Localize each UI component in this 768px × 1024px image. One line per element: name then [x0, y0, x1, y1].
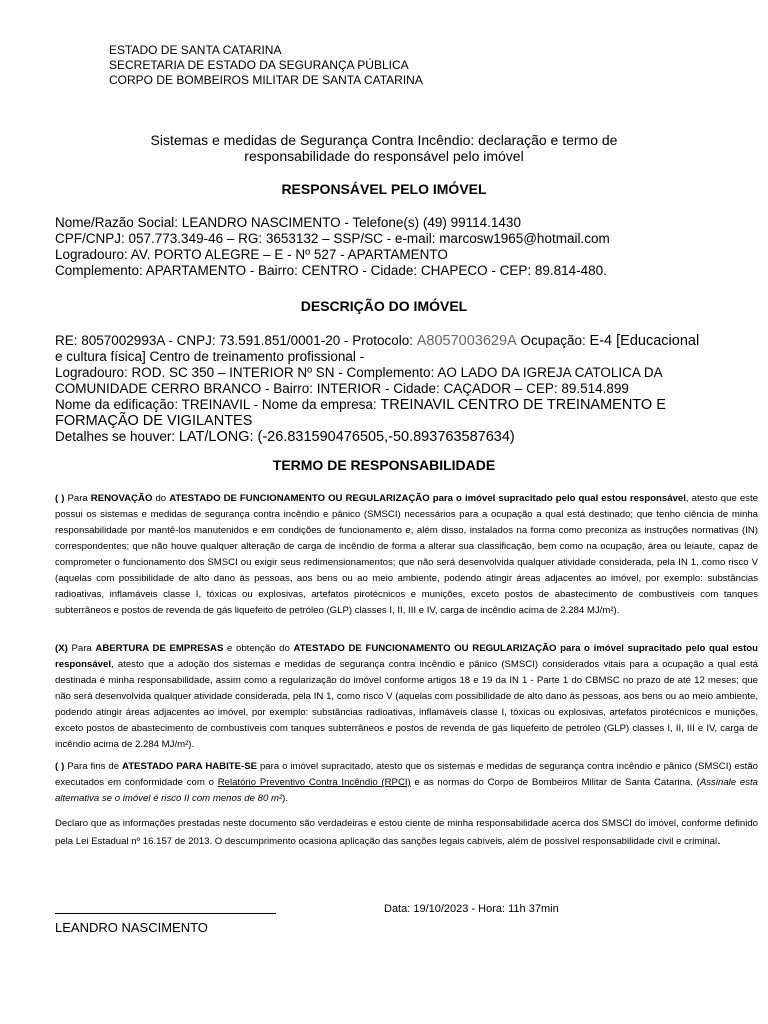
text: , atesto que este possui os sistemas e medidas de segurança contra incêndio e pânico (SMSCI) necessários para a ocupação a qual está destinado; que tenho ciência de minha responsabilidade por mantê-los manutenidos e em condições de funcionamento e, além disso, instalados na forma como preconiza as instruções normativas (IN) correspondentes; que não houve qualquer alteração de carga de incêndio de forma a alterar sua classificação, bem como na ocupação, área ou leiaute, capaz de comprometer o funcionamento dos SMSCI ou exigir seus redimensionamentos; que não será desenvolvida qualquer atividade considerada, pela IN 1, como risco V (aquelas com possibilidade de alto dano às pessoas, aos bens ou ao meio ambiente, podendo atingir áreas adjacentes ao imóvel, por exemplo: substâncias radioativas, inflamáveis classe I, tóxicas ou explosivas, artefatos pirotécnicos e munições, exceto postos de abastecimento de combustíveis com tanques subterrâneos e postos de revenda de gás liquefeito de petróleo (GLP) classes I, II, III e IV, carga de incêndio acima de 2.284 MJ/m²). — [55, 493, 758, 616]
rpci-reference: Relatório Preventivo Contra Incêndio (RPCI) — [217, 777, 411, 788]
letterhead-fire-department: CORPO DE BOMBEIROS MILITAR DE SANTA CATARINA — [109, 73, 423, 87]
occupation-label: Ocupação: — [516, 333, 590, 348]
descricao-line-3: Logradouro: ROD. SC 350 – INTERIOR Nº SN - Complemento: AO LADO DA IGREJA CATOLICA DA — [55, 365, 663, 380]
text: Para — [64, 493, 91, 504]
text: . — [717, 832, 721, 847]
document-title — [0, 132, 768, 164]
letterhead-state: ESTADO DE SANTA CATARINA — [109, 43, 282, 57]
responsavel-heading: RESPONSÁVEL PELO IMÓVEL — [281, 181, 487, 197]
letterhead — [109, 43, 423, 88]
text: para o imóvel supracitado, atesto que os sistemas e medidas de segurança contra incêndio e pânico (SMSCI) estão executados em conformidade com o — [55, 761, 758, 788]
descricao-heading: DESCRIÇÃO DO IMÓVEL — [300, 298, 468, 314]
signature-date: Data: 19/10/2023 - Hora: 11h 37min — [384, 903, 559, 915]
letterhead-secretariat: SECRETARIA DE ESTADO DA SEGURANÇA PÚBLICA — [109, 58, 409, 72]
responsavel-id-line: CPF/CNPJ: 057.773.349-46 – RG: 3653132 – SSP/SC - e-mail: marcosw1965@hotmail.com — [55, 231, 610, 246]
details-label: Detalhes se houver: — [55, 429, 179, 444]
text: , atesto que a adoção dos sistemas e medidas de segurança contra incêndio e pânico (SMSCI) considerados vitais para a ocupação a qual está destinada é minha responsabilidade, assim como a regularização do imóvel conforme artigos 18 e 19 da IN 1 - Parte 1 do CBMSC no prazo de até 12 meses; que não será desenvolvida qualquer atividade considerada, pela IN 1, como risco V (aquelas com possibilidade de alto dano às pessoas, aos bens ou ao meio ambiente, podendo atingir áreas adjacentes ao imóvel, por exemplo: substâncias radioativas, inflamáveis classe I, tóxicas ou explosivas, artefatos pirotécnicos e munições, exceto postos de abastecimento de combustíveis com tanques subterrâneos e postos de revenda de gás liquefeito de petróleo (GLP) classes I, II, III e IV, carga de incêndio acima de 2.284 MJ/m²). — [55, 659, 758, 750]
abertura-checkbox: (X) — [55, 643, 68, 654]
signature-line — [55, 913, 276, 914]
termo-heading: TERMO DE RESPONSABILIDADE — [272, 457, 496, 473]
termo-abertura-paragraph — [55, 641, 758, 753]
responsavel-address-line: Logradouro: AV. PORTO ALEGRE – E - Nº 527 - APARTAMENTO — [55, 247, 448, 262]
text: e as normas do Corpo de Bombeiros Militar de Santa Catarina. ( — [410, 777, 700, 788]
occupation-value: E-4 [Educacional — [589, 333, 700, 349]
descricao-line-7 — [55, 429, 695, 445]
responsavel-name-line: Nome/Razão Social: LEANDRO NASCIMENTO - Telefone(s) (49) 99114.1430 — [55, 215, 521, 230]
signature-name: LEANDRO NASCIMENTO — [55, 920, 208, 935]
habitese-checkbox: ( ) — [55, 761, 65, 772]
responsavel-complement-line: Complemento: APARTAMENTO - Bairro: CENTRO - Cidade: CHAPECO - CEP: 89.814-480. — [55, 263, 607, 278]
document-title-line-2: responsabilidade do responsável pelo imóvel — [244, 148, 524, 164]
descricao-details — [55, 333, 700, 445]
descricao-line-5 — [55, 397, 695, 413]
renovacao-checkbox: ( ) — [55, 493, 65, 504]
text: e obtenção do — [223, 643, 294, 654]
text: do — [152, 493, 170, 504]
descricao-line-2: e cultura física] Centro de treinamento profissional - — [55, 349, 365, 364]
text-bold: ATESTADO DE FUNCIONAMENTO OU REGULARIZAÇÃO para o imóvel supracitado pelo qual estou responsável — [169, 493, 686, 504]
termo-habitese-paragraph — [55, 759, 758, 807]
protocol-number: A8057003629A — [416, 333, 517, 349]
coordinates: LAT/LONG: (-26.831590476505,-50.893763587634) — [178, 429, 515, 445]
termo-renovacao-paragraph — [55, 491, 758, 619]
responsavel-details — [55, 215, 695, 279]
declaration-paragraph — [55, 816, 758, 850]
descricao-line-4: COMUNIDADE CERRO BRANCO - Bairro: INTERIOR - Cidade: CAÇADOR – CEP: 89.514.899 — [55, 381, 629, 396]
text-bold: RENOVAÇÃO — [90, 493, 153, 504]
descricao-line-6: FORMAÇÃO DE VIGILANTES — [55, 413, 253, 429]
building-name: Nome da edificação: TREINAVIL - Nome da empresa: — [55, 397, 381, 412]
text-bold: ATESTADO DE FUNCIONAMENTO OU REGULARIZAÇÃO para o imóvel supracitado pelo qual estou responsável — [55, 643, 759, 670]
text-bold: ABERTURA DE EMPRESAS — [95, 643, 224, 654]
descricao-registry: RE: 8057002993A - CNPJ: 73.591.851/0001-20 - Protocolo: — [55, 333, 417, 348]
text: Para — [67, 643, 96, 654]
text: Para fins de — [64, 761, 122, 772]
text: Declaro que as informações prestadas neste documento são verdadeiras e estou ciente de minha responsabilidade acerca dos SMSCI do imóvel, conforme definido pela Lei Estadual nº 16.157 de 2013. O descumprimento ocasiona aplicação das sanções legais cabíveis, além de possível responsabilidade civil e criminal — [55, 818, 758, 847]
text: ). — [282, 793, 289, 804]
text-bold: ATESTADO PARA HABITE-SE — [121, 761, 258, 772]
descricao-line-1 — [55, 333, 700, 349]
document-title-line-1: Sistemas e medidas de Segurança Contra Incêndio: declaração e termo de — [150, 132, 618, 148]
company-name: TREINAVIL CENTRO DE TREINAMENTO E — [380, 397, 666, 413]
text-italic: Assinale esta alternativa se o imóvel é risco II com menos de 80 m² — [55, 777, 758, 804]
